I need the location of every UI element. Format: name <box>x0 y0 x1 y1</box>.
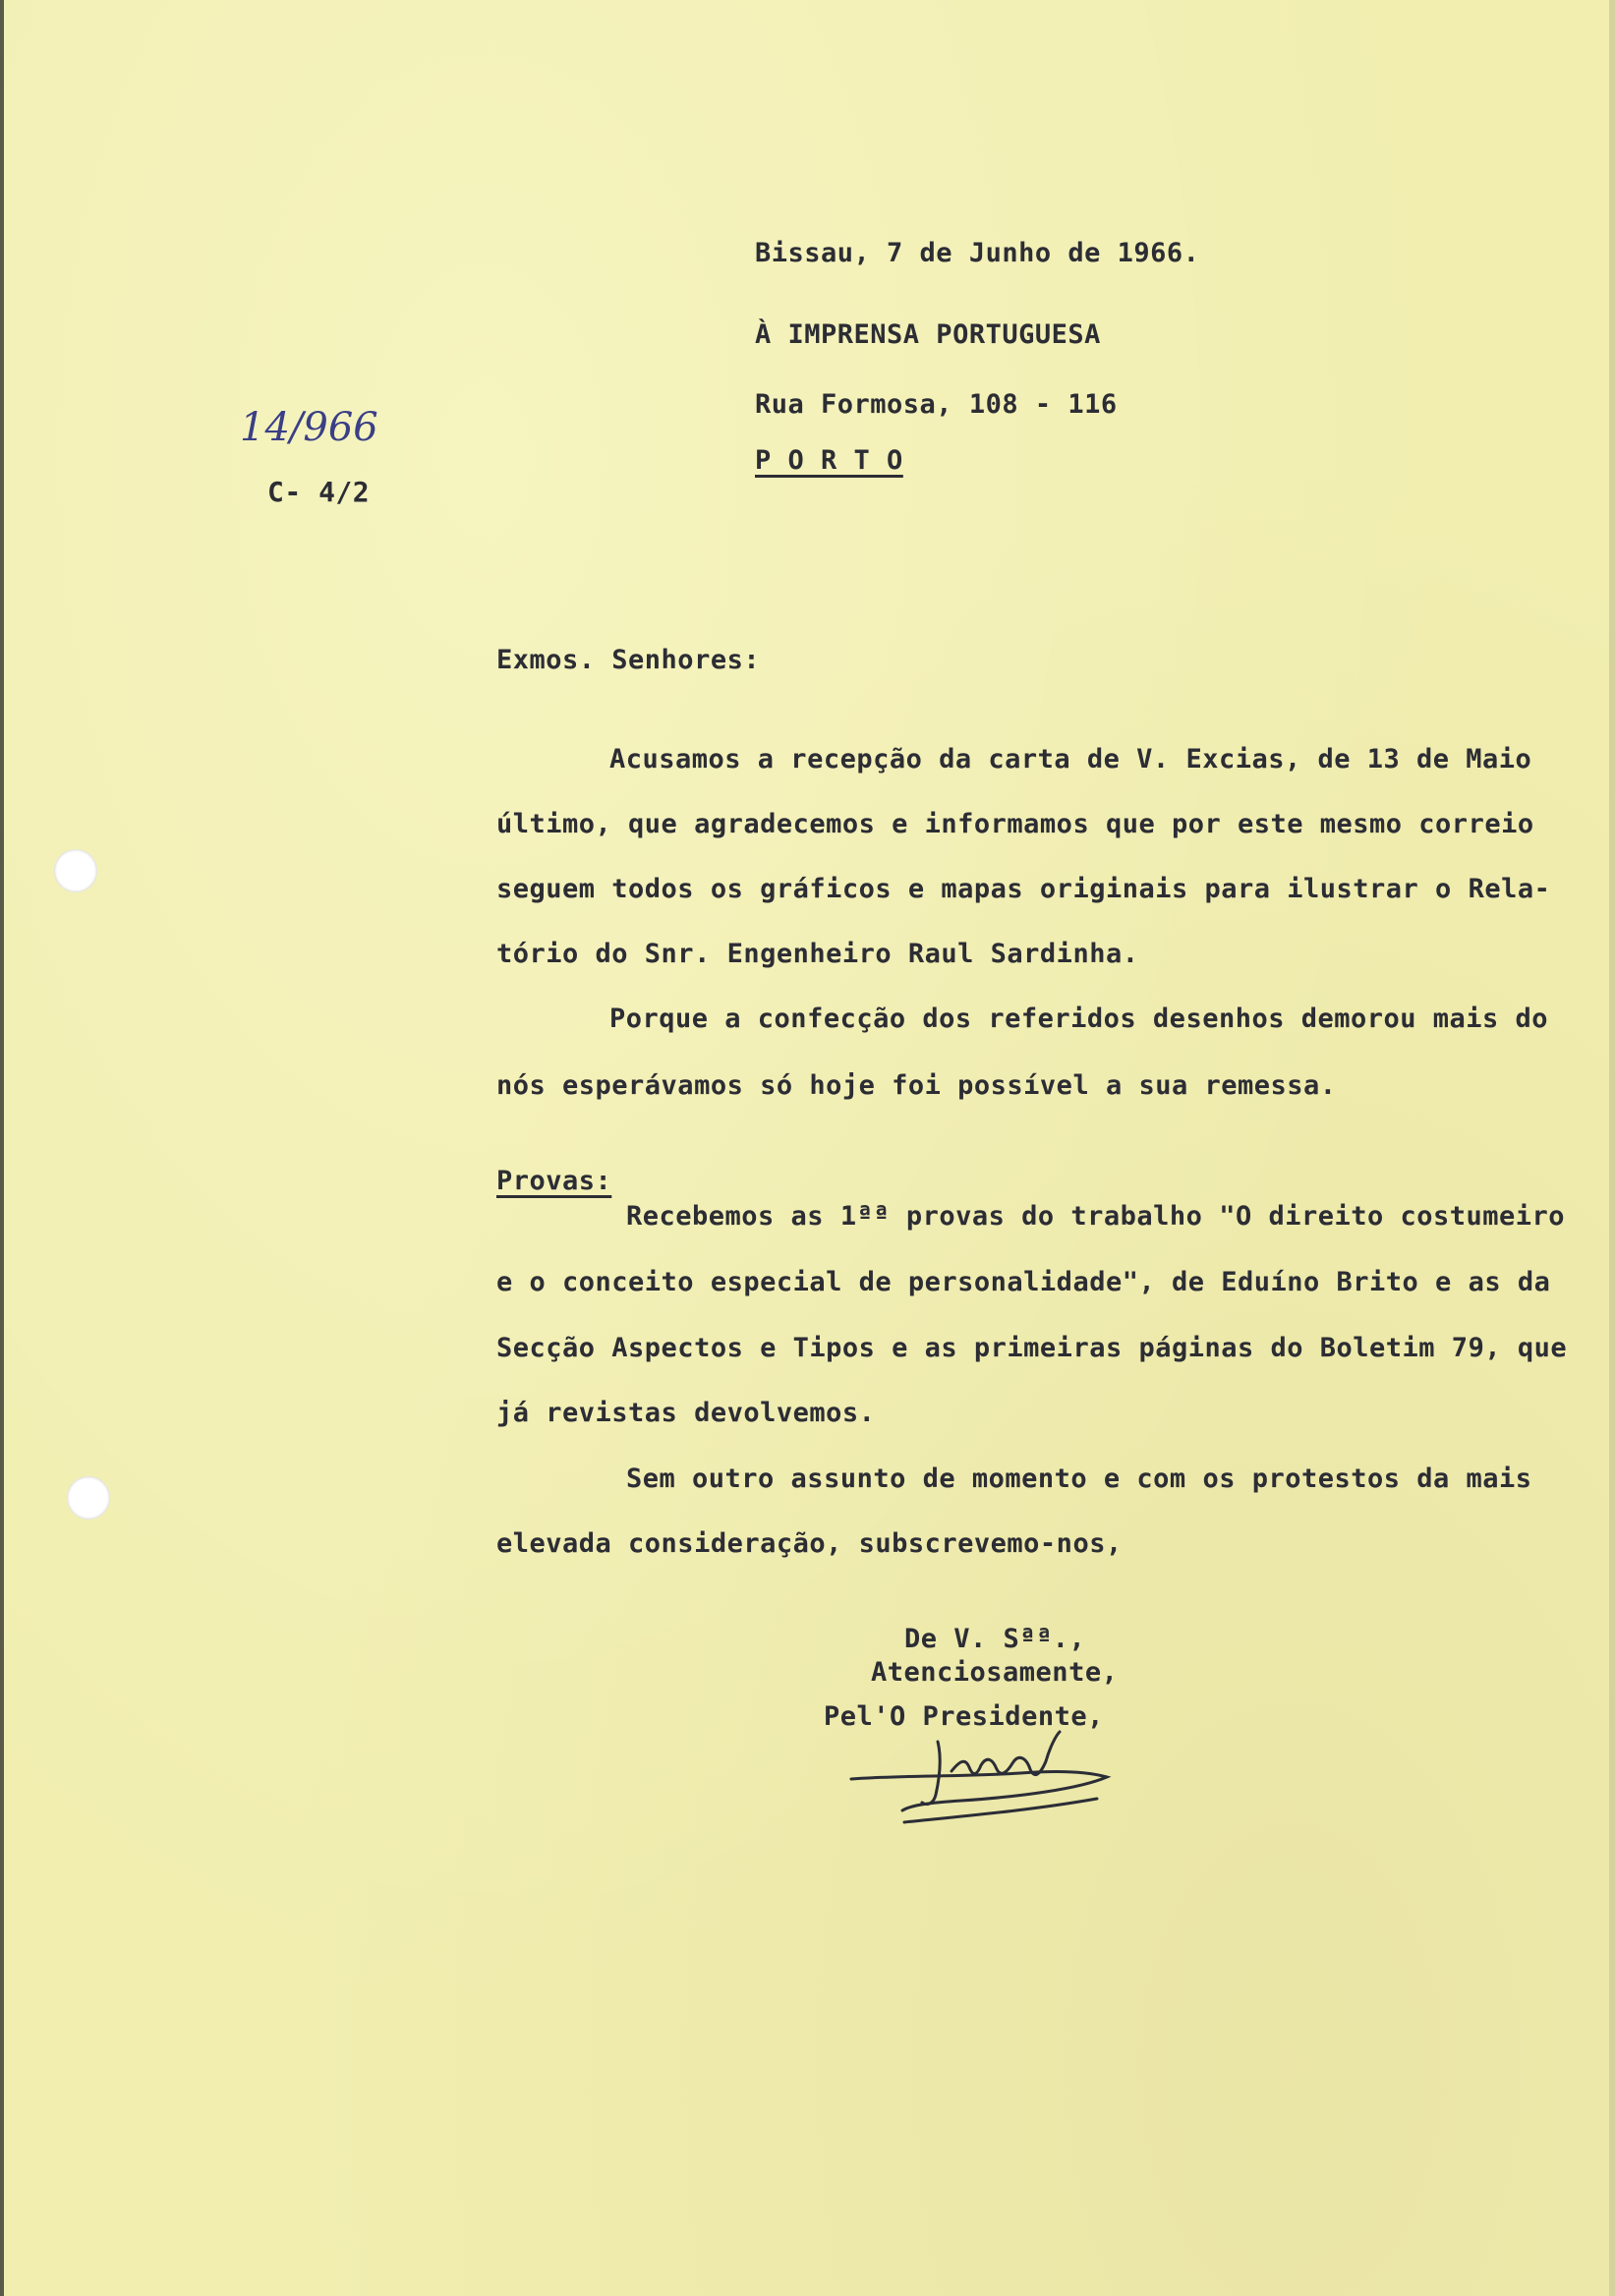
paragraph2-line: nós esperávamos só hoje foi possível a sua remessa. <box>496 1070 1337 1101</box>
salutation: Exmos. Senhores: <box>496 645 761 675</box>
paragraph4-line: Sem outro assunto de momento e com os protestos da mais <box>626 1464 1532 1494</box>
reference-code: C- 4/2 <box>267 476 371 508</box>
page-right-edge <box>1609 0 1615 2296</box>
reference-number: 14/966 <box>240 405 378 450</box>
paragraph3-line: já revistas devolvemos. <box>496 1398 876 1428</box>
place-date: Bissau, 7 de Junho de 1966. <box>755 238 1200 268</box>
recipient: À IMPRENSA PORTUGUESA <box>755 319 1101 350</box>
closing-line1: De V. Sªª., <box>904 1624 1086 1654</box>
paragraph4-line: elevada consideração, subscrevemo-nos, <box>496 1528 1123 1559</box>
paragraph3-line: Secção Aspectos e Tipos e as primeiras páginas do Boletim 79, que <box>496 1333 1568 1363</box>
paragraph1-line: Acusamos a recepção da carta de V. Excias, de 13 de Maio <box>609 744 1532 775</box>
address: Rua Formosa, 108 - 116 <box>755 389 1118 420</box>
paragraph1-line: último, que agradecemos e informamos que por este mesmo correio <box>496 809 1534 839</box>
paragraph1-line: seguem todos os gráficos e mapas originais para ilustrar o Rela- <box>496 874 1551 904</box>
paragraph3-line: Recebemos as 1ªª provas do trabalho "O direito costumeiro <box>626 1201 1566 1232</box>
paragraph3-line: e o conceito especial de personalidade", de Eduíno Brito e as da <box>496 1267 1551 1297</box>
punch-hole-bottom <box>67 1476 110 1520</box>
city: P O R T O <box>755 445 903 476</box>
page-left-edge <box>0 0 4 2296</box>
closing-line3: Pel'O Presidente, <box>824 1701 1104 1732</box>
paragraph1-line: tório do Snr. Engenheiro Raul Sardinha. <box>496 939 1139 969</box>
provas-heading: Provas: <box>496 1166 612 1196</box>
closing-line2: Atenciosamente, <box>871 1657 1119 1688</box>
punch-hole-top <box>54 849 97 892</box>
signature-image <box>843 1718 1128 1826</box>
paragraph2-line: Porque a confecção dos referidos desenhos demorou mais do <box>609 1004 1549 1034</box>
